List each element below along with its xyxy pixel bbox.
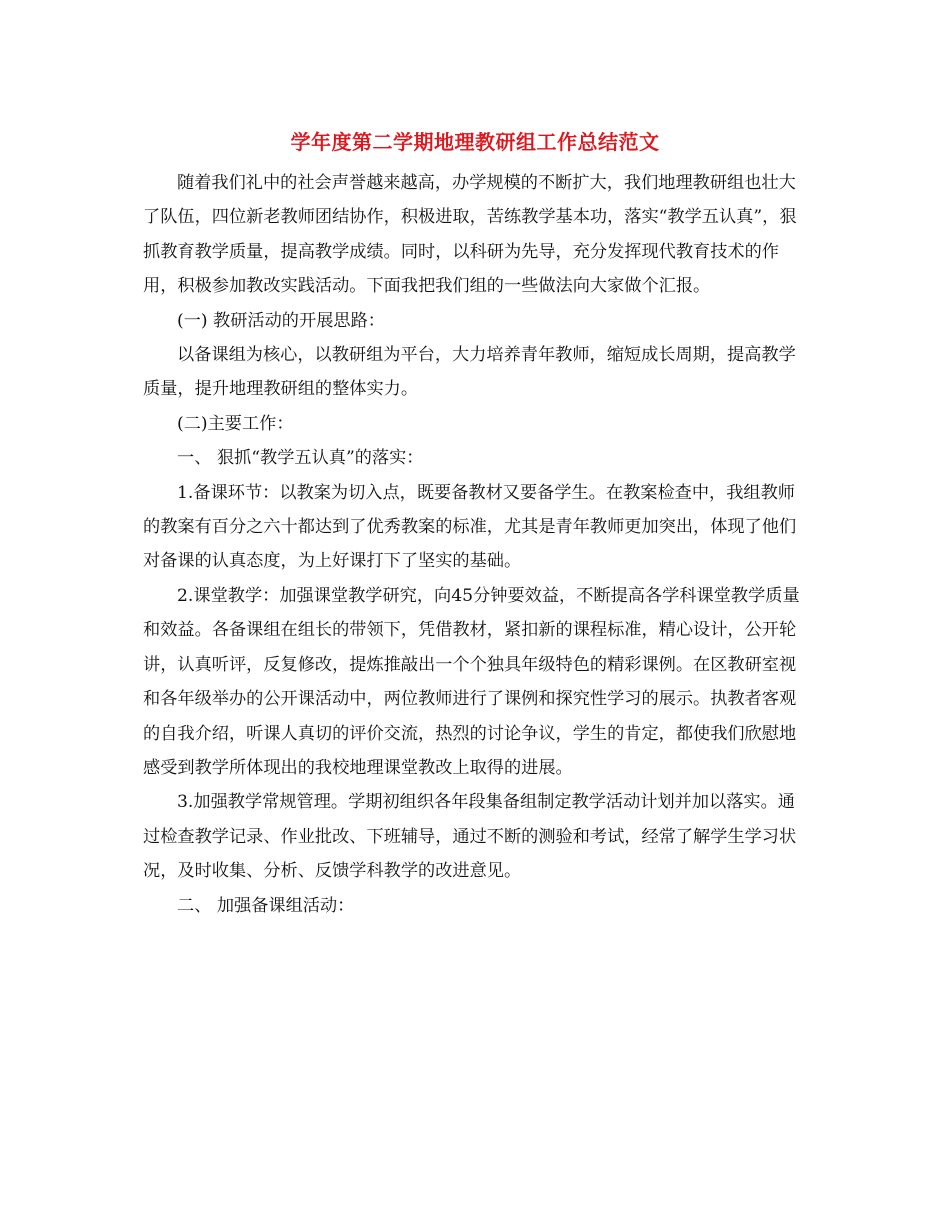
paragraph-routine-management: 3.加强教学常规管理。学期初组织各年段集备组制定教学活动计划并加以落实。通过检查教学记录、作业批改、下班辅导，通过不断的测验和考试，经常了解学生学习状况，及时收集、分析、反馈学科教学的改进意见。 (143, 792, 797, 882)
paragraph-lesson-prep: 1.备课环节：以教案为切入点，既要备教材又要备学生。在教案检查中，我组教师的教案有百分之六十都达到了优秀教案的标准，尤其是青年教师更加突出，体现了他们对备课的认真态度，为上好课打下了坚实的基础。 (143, 482, 797, 572)
heading-section-one: 一、 狠抓“教学五认真”的落实： (177, 448, 424, 469)
document-body (143, 166, 808, 923)
paragraph-research-approach: 以备课组为核心，以教研组为平台，大力培养青年教师，缩短成长周期，提高教学质量，提升地理教研组的整体实力。 (143, 345, 796, 400)
document-title: 学年度第二学期地理教研组工作总结范文 (290, 130, 660, 154)
heading-research-approach: (一) 教研活动的开展思路： (177, 310, 385, 331)
paragraph-intro: 随着我们礼中的社会声誉越来越高，办学规模的不断扩大，我们地理教研组也壮大了队伍，四位新老教师团结协作，积极进取，苦练教学基本功，落实“教学五认真”，狠抓教育教学质量，提高教学成绩。同时，以科研为先导，充分发挥现代教育技术的作用，积极参加教改实践活动。下面我把我们组的一些做法向大家做个汇报。 (143, 173, 797, 297)
heading-main-work: (二)主要工作： (177, 413, 294, 434)
heading-section-two: 二、 加强备课组活动： (177, 895, 355, 916)
paragraph-classroom-teaching: 2.课堂教学：加强课堂教学研究，向45分钟要效益，不断提高各学科课堂教学质量和效益。各备课组在组长的带领下，凭借教材，紧扣新的课程标准，精心设计，公开轮讲，认真听评，反复修改，提炼推敲出一个个独具年级特色的精彩课例。在区教研室视和各年级举办的公开课活动中，两位教师进行了课例和探究性学习的展示。执教者客观的自我介绍，听课人真切的评价交流，热烈的讨论争议，学生的肯定，都使我们欣慰地感受到教学所体现出的我校地理课堂教改上取得的进展。 (143, 585, 800, 778)
